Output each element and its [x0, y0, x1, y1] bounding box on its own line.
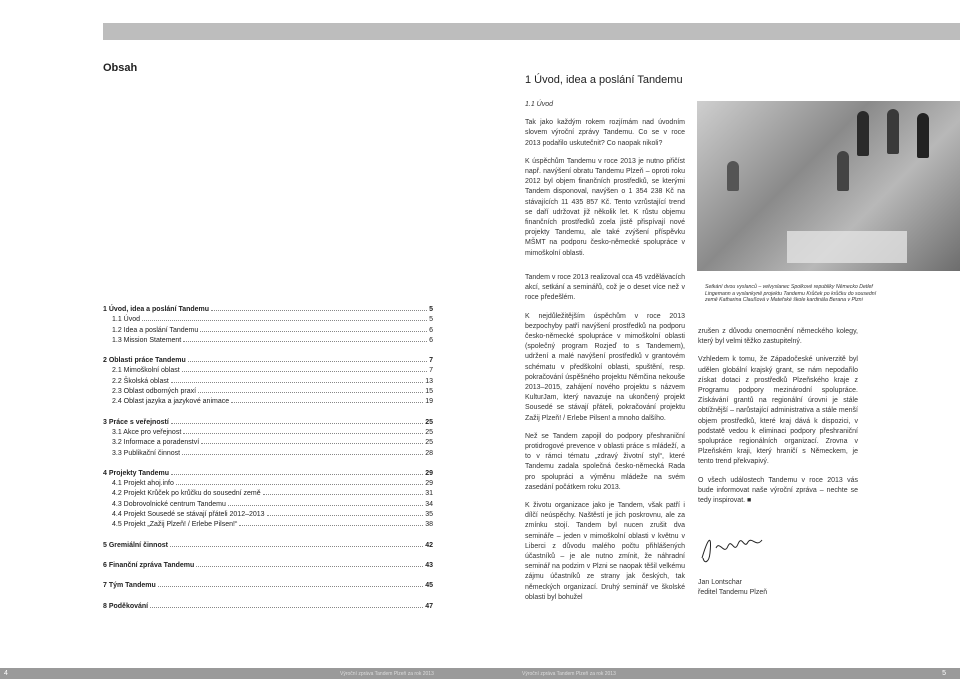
toc-leader-dots — [171, 474, 423, 475]
body-column-1 — [525, 273, 685, 611]
signer-name: Jan Lontschar — [698, 579, 742, 586]
toc-entry-label: 4 Projekty Tandemu — [103, 469, 170, 477]
toc-entry-page: 25 — [425, 418, 433, 426]
toc-entry[interactable] — [103, 316, 433, 326]
toc-entry-page: 43 — [425, 561, 433, 569]
toc-leader-dots — [188, 361, 427, 362]
toc-entry-label: 6 Finanční zpráva Tandemu — [103, 561, 195, 569]
photo-detail — [837, 151, 849, 191]
toc-entry-label: 2.1 Mimoškolní oblast — [112, 367, 180, 375]
toc-entry-label: 1.2 Idea a poslání Tandemu — [112, 326, 199, 334]
toc-entry-page: 7 — [429, 357, 433, 365]
body-paragraph: Vzhledem k tomu, že Západočeské univerzitě byl udělen globální krajský grant, se nám nepodařilo získat dotaci z prostředků Plzeňského kraje z Programu podpory mezinárodní spolupráce. Získávání grantů na regionální úrovni je stále obtížnější – narůstající administrativa a stále menší objem prostředků, které kraj dává k dispozici, v podstatě vedou k eliminaci podpory přeshraniční spolupráce regionálních organizací. Zrovna v Plzeňském kraji, který hraničí s Německem, je tento trend překvapivý. — [698, 356, 858, 466]
toc-leader-dots — [201, 443, 423, 444]
toc-leader-dots — [170, 546, 423, 547]
toc-entry[interactable] — [103, 582, 433, 592]
photo-caption: Setkání dvou vyslanců – velvyslanec Spolkové republiky Německo Detlef Lingemann a vyslankyně projektu Tandemu Krůček po krůčku do sousední země Katharina Claußová v Mateřské škole kardinála Berana v Plzni — [705, 284, 877, 303]
body-paragraph: zrušen z důvodu onemocnění německého kolegy, který byl velmi těžko zastupitelný. — [698, 328, 858, 346]
body-paragraph: K životu organizace jako je Tandem, však patří i dílčí neúspěchy. Naštěstí je jich poskrovnu, ale za zmínku stojí. Tandem byl nucen zrušit dva semináře – jeden v mimoškolní oblasti v květnu v Liberci z důvodu malého počtu přihlášených účastníků – je ale nutno zmínit, že náhradní seminář na podzim v Plzni se naopak těšil velkému zájmu účastníků ze strany jak českých, tak německých organizací. Druhý seminář ve školské oblasti byl bohužel — [525, 502, 685, 601]
signature-block — [698, 578, 858, 598]
intro-column — [525, 100, 685, 267]
signer-role: ředitel Tandemu Plzeň — [698, 589, 768, 597]
toc-entry-label: 7 Tým Tandemu — [103, 582, 156, 590]
toc-leader-dots — [150, 607, 423, 608]
intro-paragraph: Tak jako každým rokem rozjímám nad úvodním slovem výroční zprávy Tandemu. Co se v roce 2013 podařilo uskutečnit? Co naopak nikoli? — [525, 119, 685, 147]
toc-leader-dots — [142, 320, 427, 321]
toc-entry[interactable] — [103, 388, 433, 398]
toc-entry-label: 1.3 Mission Statement — [112, 336, 182, 344]
toc-entry[interactable] — [103, 562, 433, 572]
toc-entry-page: 19 — [425, 398, 433, 406]
toc-entry-label: 4.1 Projekt ahoj.info — [112, 480, 174, 488]
toc-entry-label: 4.2 Projekt Krůček po krůčku do sousední země — [112, 490, 261, 498]
toc-entry-label: 3.3 Publikační činnost — [112, 449, 181, 457]
toc-entry[interactable] — [103, 429, 433, 439]
toc-entry[interactable] — [103, 306, 433, 316]
toc-leader-dots — [158, 586, 423, 587]
toc-leader-dots — [198, 392, 423, 393]
photo-detail — [727, 161, 739, 191]
toc-leader-dots — [182, 371, 427, 372]
toc-entry-label: 3.1 Akce pro veřejnost — [112, 428, 182, 436]
toc-leader-dots — [228, 505, 423, 506]
toc-entry[interactable] — [103, 480, 433, 490]
toc-entry-page: 34 — [425, 500, 433, 508]
toc-entry[interactable] — [103, 501, 433, 511]
toc-entry-page: 25 — [425, 428, 433, 436]
toc-entry-label: 4.4 Projekt Sousedé se stávají přáteli 2012–2013 — [112, 511, 265, 519]
toc-entry-page: 5 — [429, 316, 433, 324]
toc-entry-label: 2.2 Školská oblast — [112, 377, 169, 385]
toc-entry-label: 1.1 Úvod — [112, 316, 141, 324]
toc-entry[interactable] — [103, 511, 433, 521]
toc-entry-page: 6 — [429, 326, 433, 334]
toc-entry-page: 45 — [425, 582, 433, 590]
toc-leader-dots — [263, 494, 424, 495]
toc-entry-page: 5 — [429, 306, 433, 313]
toc-entry-page: 29 — [425, 480, 433, 488]
toc-leader-dots — [211, 310, 427, 311]
toc-entry-page: 6 — [429, 336, 433, 344]
toc-entry[interactable] — [103, 357, 433, 367]
toc-entry[interactable] — [103, 470, 433, 480]
body-column-2 — [698, 327, 858, 514]
toc-entry[interactable] — [103, 367, 433, 377]
toc-entry-label: 2.3 Oblast odborných praxí — [112, 388, 197, 396]
toc-entry-page: 31 — [425, 490, 433, 498]
toc-leader-dots — [182, 454, 423, 455]
body-paragraph: Než se Tandem zapojil do podpory přeshraniční protidrogové prevence v oblasti práce s mládeží, a to v rámci tématu „zdravý životní styl“, které Tandemu zadala společná česko-německá Rada pro spolupráci a výměnu mládeže na svém zasedání počátkem roku 2013. — [525, 432, 685, 491]
body-paragraph: Tandem v roce 2013 realizoval cca 45 vzdělávacích akcí, setkání a seminářů, což je o deset více než v roce předešlém. — [525, 274, 685, 302]
toc-entry[interactable] — [103, 398, 433, 408]
toc-entry[interactable] — [103, 327, 433, 337]
toc-leader-dots — [196, 566, 423, 567]
toc-entry-page: 42 — [425, 541, 433, 549]
intro-paragraph: K úspěchům Tandemu v roce 2013 je nutno přičíst např. navýšení obratu Tandemu Plzeň – oproti roku 2012 byl objem finančních prostředků, se kterými Tandem disponoval, navýšen o 1 354 238 Kč na stávajících 11 435 857 Kč. Tento vzrůstající trend se daří udržovat již několik let. K růstu objemu finančních prostředků zcela jistě přispívají nové projekty Tandemu, ale také zvýšení příspěvku MŠMT na podporu česko-německé spolupráce v mimoškolní oblasti. — [525, 157, 685, 257]
toc-leader-dots — [231, 402, 423, 403]
toc-entry-page: 13 — [425, 377, 433, 385]
right-footer-text: Výroční zpráva Tandem Plzeň za rok 2013 — [522, 671, 616, 677]
toc-entry-label: 3.2 Informace a poradenství — [112, 439, 200, 447]
toc-leader-dots — [239, 525, 423, 526]
toc-leader-dots — [200, 331, 427, 332]
toc-entry[interactable] — [103, 337, 433, 347]
toc-leader-dots — [183, 341, 427, 342]
toc-entry-page: 47 — [425, 602, 433, 610]
toc-entry[interactable] — [103, 439, 433, 449]
toc-entry-label: 4.3 Dobrovolnické centrum Tandemu — [112, 500, 226, 508]
section-subheading: 1.1 Úvod — [525, 101, 554, 108]
right-page — [480, 0, 960, 679]
photo-detail — [787, 231, 907, 263]
toc-entry-label: 2 Oblasti práce Tandemu — [103, 357, 186, 365]
signature — [698, 528, 768, 568]
right-header-bar — [480, 23, 960, 40]
toc-entry-label: 2.4 Oblast jazyka a jazykové animace — [112, 398, 230, 406]
toc-leader-dots — [267, 515, 424, 516]
toc-entry[interactable] — [103, 378, 433, 388]
left-header-bar — [103, 23, 480, 40]
toc-title: Obsah — [103, 62, 138, 74]
event-photo — [697, 101, 960, 271]
left-page-number: 4 — [4, 670, 8, 677]
toc-leader-dots — [171, 382, 423, 383]
chapter-title: 1 Úvod, idea a poslání Tandemu — [525, 74, 683, 86]
toc-entry-page: 35 — [425, 511, 433, 519]
toc-leader-dots — [183, 433, 423, 434]
body-paragraph: K nejdůležitějším úspěchům v roce 2013 bezpochyby patří navýšení prostředků na podporu česko-německé spolupráce v mimoškolní oblasti (společný program Rozjeď to s Tandemem), udržení a malé navýšení prostředků v grantovém schématu v předškolní oblasti, spuštění, resp. pokračování úspěšného projektu Němčina nekouše 2013–2015, zahájení nového projektu s názvem KulturJam, který navazuje na ukončený projekt Sousedé se stávají přáteli, pokračování projektu Zažij Plzeň! / Erlebe Pilsen! a mnoho dalšího. — [525, 312, 685, 422]
photo-detail — [887, 109, 899, 154]
toc-entry-label: 4.5 Projekt „Zažij Plzeň! / Erlebe Pilsen!“ — [112, 521, 238, 529]
toc-entry[interactable] — [103, 521, 433, 531]
toc-entry-page: 29 — [425, 469, 433, 477]
toc-entry[interactable] — [103, 542, 433, 552]
left-footer-text: Výroční zpráva Tandem Plzeň za rok 2013 — [340, 671, 434, 677]
toc-entry[interactable] — [103, 419, 433, 429]
toc-entry[interactable] — [103, 603, 433, 613]
toc-entry[interactable] — [103, 490, 433, 500]
toc-entry-page: 28 — [425, 449, 433, 457]
toc-entry-page: 25 — [425, 439, 433, 447]
toc-entry-page: 7 — [429, 367, 433, 375]
toc-entry[interactable] — [103, 450, 433, 460]
toc-entry-label: 3 Práce s veřejností — [103, 418, 169, 426]
toc-entry-page: 15 — [425, 388, 433, 396]
photo-detail — [917, 113, 929, 158]
toc-leader-dots — [171, 423, 423, 424]
right-page-number: 5 — [942, 670, 946, 677]
photo-detail — [857, 111, 869, 156]
toc-entry-label: 5 Gremiální činnost — [103, 541, 168, 549]
toc-entry-label: 8 Poděkování — [103, 602, 149, 610]
toc-entry-label: 1 Úvod, idea a poslání Tandemu — [103, 306, 210, 313]
table-of-contents — [103, 306, 433, 613]
toc-entry-page: 38 — [425, 521, 433, 529]
body-paragraph: O všech událostech Tandemu v roce 2013 vás bude informovat naše výroční zpráva – nechte se tedy inspirovat. ■ — [698, 476, 858, 505]
toc-leader-dots — [176, 484, 423, 485]
